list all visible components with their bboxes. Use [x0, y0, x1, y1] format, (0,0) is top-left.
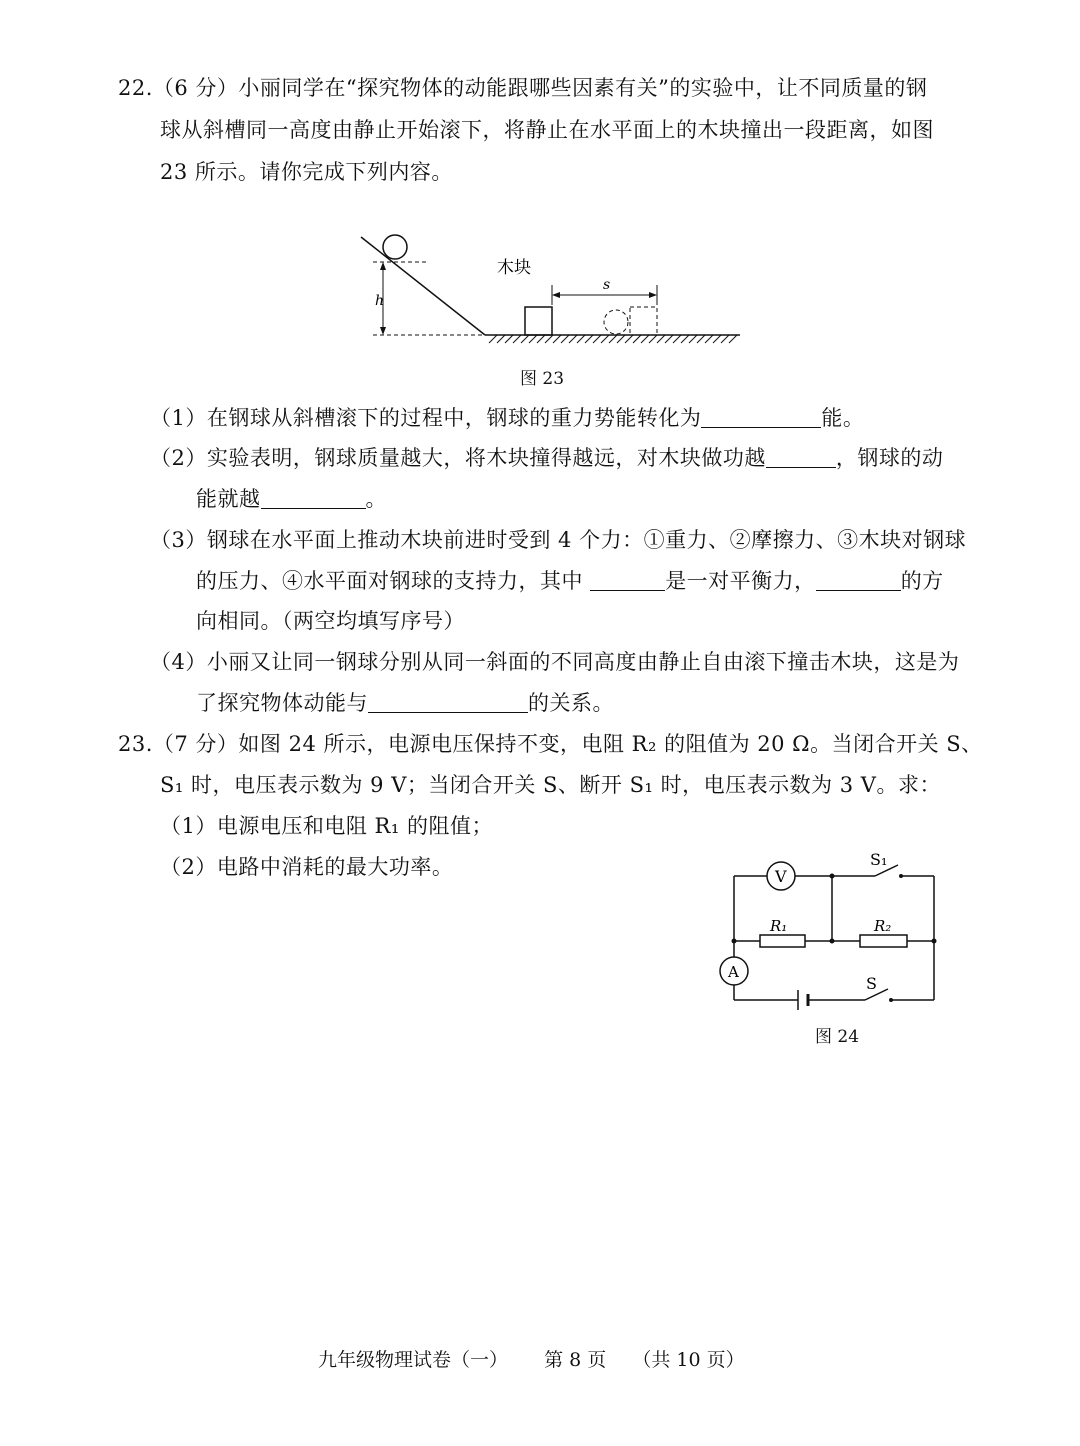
answer-blank-1[interactable]	[701, 405, 821, 428]
s1-label: S₁	[870, 850, 888, 869]
wooden-block	[525, 307, 552, 335]
figure-24-circuit-diagram	[710, 845, 950, 1010]
answer-blank-2[interactable]	[766, 445, 836, 468]
wooden-block-label: 木块	[497, 258, 531, 278]
ammeter-label: A	[728, 963, 739, 981]
q22-part2-line1: （2）实验表明，钢球质量越大，将木块撞得越远，对木块做功越 ，钢球的动	[150, 446, 944, 470]
ball-final-dashed	[604, 310, 628, 334]
q22-part2-line2: 能就越 。	[196, 487, 387, 511]
answer-blank-4[interactable]	[590, 568, 665, 591]
q23-line2: S₁ 时，电压表示数为 9 V；当闭合开关 S、断开 S₁ 时，电压表示数为 3 V。求：	[160, 773, 941, 797]
resistor-r1	[760, 935, 805, 947]
resistor-r2	[860, 935, 907, 947]
answer-blank-5[interactable]	[816, 568, 901, 591]
q23-part2: （2）电路中消耗的最大功率。	[160, 855, 454, 879]
ground-hatching	[489, 335, 737, 343]
footer-paper-title: 九年级物理试卷（一）	[318, 1349, 509, 1371]
q23-line1: 23.（7 分）如图 24 所示，电源电压保持不变，电阻 R₂ 的阻值为 20 Ω。当闭合开关 S、	[118, 732, 983, 756]
figure-23-caption: 图 23	[520, 369, 565, 389]
page-footer	[318, 1345, 745, 1372]
answer-blank-3[interactable]	[261, 486, 366, 509]
q22-part3-line3: 向相同。（两空均填写序号）	[196, 609, 465, 633]
s-label: s	[603, 277, 611, 293]
q22-part4-line2: 了探究物体动能与 的关系。	[196, 691, 614, 715]
steel-ball	[383, 235, 407, 259]
h-label: h	[375, 293, 385, 309]
q22-part3-line1: （3）钢球在水平面上推动木块前进时受到 4 个力：①重力、②摩擦力、③木块对钢球	[150, 528, 967, 552]
figure-23-ramp-diagram	[355, 225, 755, 355]
q22-line2: 球从斜槽同一高度由静止开始滚下，将静止在水平面上的木块撞出一段距离，如图	[160, 118, 934, 142]
r1-label: R₁	[770, 917, 788, 935]
q22-part4-line1: （4）小丽又让同一钢球分别从同一斜面的不同高度由静止自由滚下撞击木块，这是为	[150, 650, 960, 674]
r2-label: R₂	[874, 917, 892, 935]
footer-page-number: 第 8 页	[544, 1349, 607, 1371]
q22-line3: 23 所示。请你完成下列内容。	[160, 160, 453, 184]
voltmeter-label: V	[775, 867, 787, 886]
answer-blank-6[interactable]	[368, 690, 528, 713]
q23-part1: （1）电源电压和电阻 R₁ 的阻值；	[160, 814, 493, 838]
q22-part3-line2: 的压力、④水平面对钢球的支持力，其中 是一对平衡力， 的方	[196, 569, 944, 593]
footer-total-pages: （共 10 页）	[632, 1349, 745, 1371]
block-final-dashed	[630, 307, 657, 335]
figure-24-caption: 图 24	[815, 1027, 860, 1047]
q22-line1: 22.（6 分）小丽同学在“探究物体的动能跟哪些因素有关”的实验中，让不同质量的钢	[118, 76, 928, 100]
q22-part1: （1）在钢球从斜槽滚下的过程中，钢球的重力势能转化为 能。	[150, 406, 865, 430]
ramp-incline	[361, 237, 485, 335]
s-label-circuit: S	[866, 974, 877, 993]
